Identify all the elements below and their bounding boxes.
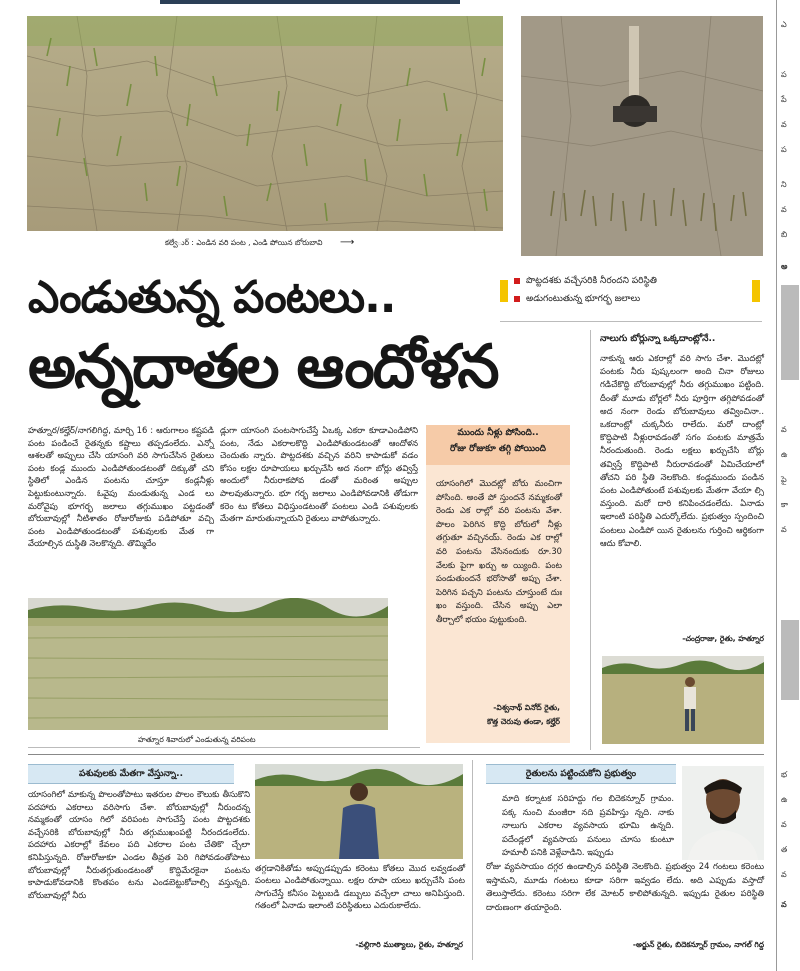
cattle-box-signature: -వల్లిగారి ముత్యాలు, రైతు, హత్నూర	[355, 940, 463, 949]
farmer-quote-signature: -విశ్వనాథ్ వినోద్ రైతు,	[493, 703, 560, 712]
arrow-right-icon: ⟶	[340, 237, 355, 248]
farmer-quote-location: కొత్త చెరువు తండా, కల్హేర్	[487, 717, 560, 726]
bullet-item: అడుగంటుతున్న భూగర్భ జలాలు	[514, 294, 640, 306]
lead-article-col-1: హత్నూర/కల్హేర్/నాగలిగిద్ద, మార్చి 16 : ఆరుగాలం కష్టపడి పంట పండించే రైతన్నకు కష్టాలు తప్పడంలేదు. ఎన్నో ఆశలతో అప్పులు చేసి యాసంగి వరి సాగుచేసిన రైతులు పంట కండ్ల ముందు ఎండిపోతుండటంతో దిక్కుతో చని స్థితిలో ఎండిన పంటను చూస్తూ కండ్లనీళ్లు పెట్టుకుంటున్నారు. ఓవైపు మండుతున్న ఎండ లు మరోవైపు భూగర్భ జలాలు తగ్గుముఖం పట్టడంతో బోరుబావుల్లో నీటిశాతం రోజురోజుకు పడిపోతూ వచ్చి పంట ఎండిపోతుండటంతో పశువులకు మేత గా వేయాల్సిన దుస్థితి నెలకొన్నది. తొమ్మిదేం	[28, 425, 214, 549]
govt-box-signature: -అర్జున్ రైతు, బిదెకన్నూర్ గ్రామం, నాగల్ గిద్ద	[632, 940, 764, 949]
govt-box-header: రైతులను పట్టించుకోని ప్రభుత్వం	[486, 764, 676, 784]
photo-caption-mid: హత్నూర శివారులో ఎండుతున్న వరిపంట	[138, 735, 256, 744]
farmer-quote-box	[426, 425, 570, 743]
divider	[500, 321, 762, 322]
photo-farmer-portrait	[682, 766, 764, 860]
govt-box-body: రోజు వ్యవసాయం దగ్గర ఉండాల్సిన పరిస్థితి నెలకొంది. ప్రభుత్వం 24 గంటలు కరెంటు ఇస్తామని, మూడు గంటలు కూడా సరిగా ఇవ్వడం లేదు. అది ఎప్పుడు వస్తాదో తెలుస్తాలేదు. కరెంటు సరిగా లేక మోటర్ కాలిపోతున్నది. ఇప్పుడు రైతుల పరిస్థితి దారుణంగా తయారైంది.	[486, 861, 764, 912]
red-square-icon	[514, 296, 520, 302]
cattle-box-col-1: యాసంగిలో మాకున్న పొలంతోపాటు ఇతరుల పొలం కౌలుకు తీసుకొని పదహారు ఎకరాలు వరిసాగు చేశా. బోరుబావుల్లో నీరుందన్న నమ్మకంతో యాసం గిలో వరిపంట సాగుచేస్తే పంట పొట్టదశకు వచ్చేసరికి బోరుబావుల్లో నీరు తగ్గుముఖంపట్టి నీరందడంలేదు. పదహారు ఎకరాల్లో కేవలం పది ఎకరాల పంట చేతికొ చ్చేలా కనిపిస్తున్నది. రోజురోజుకూ ఎండల తీవ్రత పెరి గిపోవడంతోపాటు బోరుబావుల్లో నీరుతగ్గుతుండటంతో కొద్దిమేరకైనా పంటను కాపాడుకోవడానికి కొంతపం టను ఎండబెట్టుకోవాల్సి వస్తున్నది. బోరుబావుల్లో నీరు	[28, 789, 250, 900]
photo-dry-paddy-field	[27, 16, 503, 231]
highlight-bullets	[500, 268, 760, 318]
right-column-signature: -చంద్రరాజు, రైతు, హత్నూర	[682, 634, 764, 643]
farmer-quote-header: ముందు నీళ్లు పోసింది.. రోజు రోజుకూ తగ్గి పోయింది	[426, 425, 570, 465]
cattle-box-header: పశువులకు మేతగా వేస్తున్నా..	[28, 764, 234, 784]
cattle-box-col-2: తగ్గడానికితోడు అప్పుడప్పుడు కరెంటు కోతలు మొద లవ్వడంతో పంటలు ఎండిపోతున్నాయి. లక్షల రూపా యలు ఖర్చుచేసి పంట సాగుచేస్తే కనీసం పెట్టుబడి డబ్బులు వచ్చేలా చాలు అనిపిస్తుంది. గతంలో ఏనాడు ఇలాంటి పరిస్థితులు ఎదురుకాలేదు.	[255, 863, 465, 911]
right-column-body: నాకున్న ఆరు ఎకరాల్లో వరి సాగు చేశా. మొదట్లో పంటకు నీరు పుష్కలంగా అంది చినా రోజులు గడిచేకొద్ది బోరుబావుల్లో నీరు తగ్గుముఖం పట్టింది. దీంతో మూడు బోర్లలో నీరు పూర్తిగా తగ్గిపోవడంతో అద నంగా రెండు బోరుబావులు తవ్వించినా.. ఒకదాంట్లో చుక్కనీరు రాలేదు. మరో దాంట్లో కొద్దిపాటి నీళ్లురావడంతో సగం పంటకు మాత్రమే నీరందుతుంది. రెండు లక్షలు ఖర్చుచేసి బోర్లు తవ్విస్తే కొద్దిపాటి నీరురావడంతో ఏమిచేయాలో తోచని పరి స్థితి నెలకొంది. కండ్లముందు పండిన పంట ఎండిపోతుంటే పశువులకు మేతగా వేయా ల్సి వస్తుంది. మరో దారి కనిపించడంలేదు. ఏనాడు ఇలాంటి పరిస్థితి ఎదుర్కోలేదు. ప్రభుత్వం స్పందించి పంటలు ఎండిపో యిన రైతులను గుర్తించి ఆర్థికంగా ఆదు కోవాలి.	[600, 353, 764, 548]
headline-line-2: అన్నదాతల ఆందోళన	[28, 332, 498, 402]
bullet-item: పొట్టదశకు వచ్చేసరికి నీరందని పరిస్థితి	[514, 276, 657, 288]
column-divider	[472, 760, 473, 960]
top-rule	[160, 0, 460, 4]
bullet-bar-right	[752, 280, 760, 302]
photo-dry-borewell	[521, 16, 763, 256]
headline-line-1: ఎండుతున్న పంటలు..	[28, 272, 396, 323]
farmer-quote-body: యాసంగిలో మొదట్లో బోరు మంచిగా పోసింది. అంతే పో స్తుందనే నమ్మకంతో రెండు ఎక రాల్లో వరి పంటను వేశా. పొలం పెరిగిన కొద్ది బోరులో నీళ్లు తగ్గుతూ వచ్చినయ్. రెండు ఎక రాల్లో వరి పంటను వేసినందుకు రూ.30 వేలకు పైగా ఖర్చు అ య్యింది. పంట పండుతుందనే భరోసాతో అప్పు చేశా. పెరిగిన పచ్చని పంటను చూస్తుంటే దుః ఖం వస్తుంది. చేసిన అప్పు ఎలా తీర్చాలో భయం పుట్టుకుంది.	[436, 478, 562, 624]
adjacent-column-edge: ఎ ప పే వ ప ని వ బి అ వ ఉ పై కా వ భ ఉ వ త వ వ	[776, 0, 800, 971]
right-column-heading: నాలుగు బోర్లున్నా ఒక్కదాంట్లోనే..	[600, 334, 716, 344]
photo-hatnura-paddy	[28, 598, 388, 730]
lead-article-col-2: డ్లుగా యాసంగి పంటసాగుచేస్తే ఏఒక్క ఎకరా కూడాఎండిపోని పంట, నేడు ఎకరాలకొద్ది ఎండిపోతుండటంతో ఆందోళన చెందుతు న్నారు. పొట్టదశకు వచ్చిన వరిని కాపాడుకో వడం కోసం లక్షల రూపాయలు ఖర్చుచేసి అద నంగా బోర్లు తవ్విస్తే అందులో నీరురాకపోవ డంతో మరింత అప్పుల పాలవుతున్నారు. భూ గర్భ జలాలు ఎండిపోవడానికి తోడుగా కరెం టు కోతలు విధిస్తుండటంతో పంటలు ఎండి పశువులకు మేతగా మారుతున్నాయని రైతులు వాపోతున్నారు.	[220, 425, 418, 524]
column-divider	[590, 330, 591, 750]
photo-farmer-in-field	[602, 656, 764, 744]
govt-box-intro: మాది కర్నాటక సరిహద్దు గల బిదెకన్నూర్ గ్రామం. పక్క నుంచి మంజీరా నది ప్రవహిస్తు న్నది. నాకు నాలుగు ఎకరాల వ్యవసాయ భూమి ఉన్నది. పదేండ్లలో వ్యవసాయ పనులు చూసు కుంటూ హమాలీ పనికి వెళ్లేవాడిని. ఇప్పుడు	[502, 793, 674, 858]
divider	[28, 747, 420, 748]
red-square-icon	[514, 278, 520, 284]
photo-caption-top: కల్వేర్ు : ఎండిన వరి పంట , ఎండి పోయిన బోరుబావి	[165, 238, 323, 247]
section-divider	[28, 754, 764, 755]
photo-woman-farmer	[255, 764, 463, 859]
bullet-bar-left	[500, 280, 508, 302]
